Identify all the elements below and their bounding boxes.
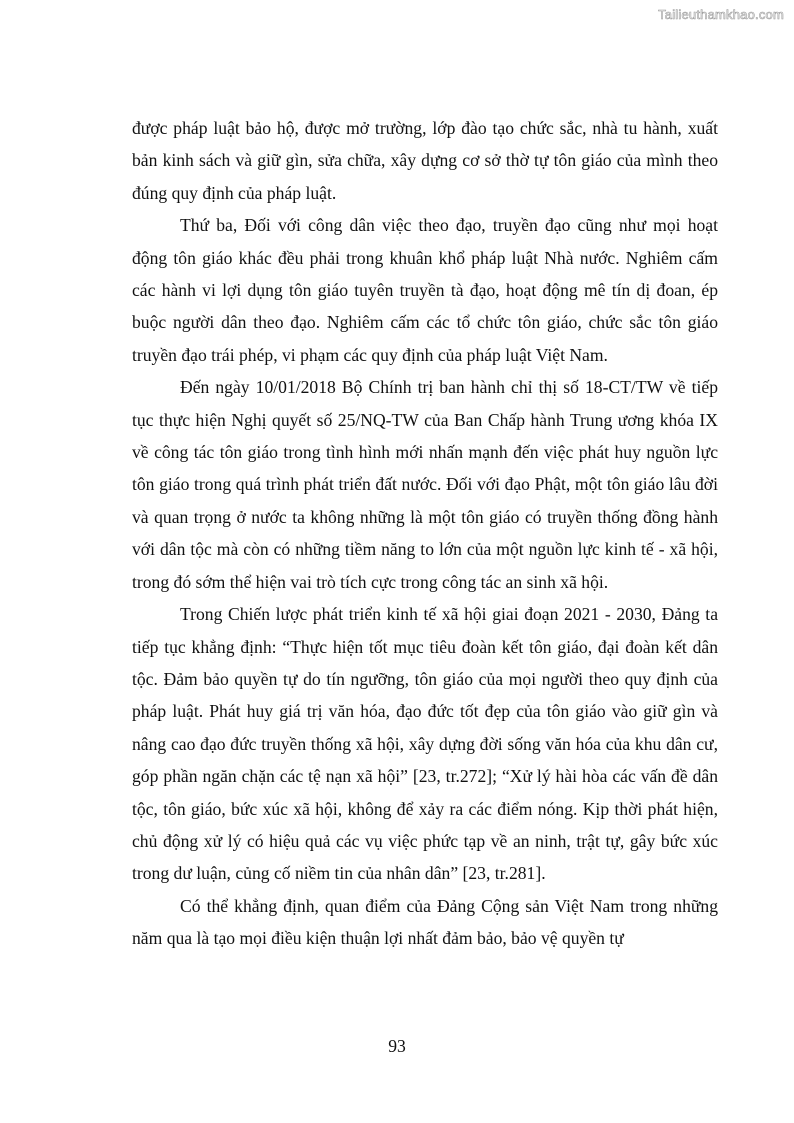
paragraph: Có thể khẳng định, quan điểm của Đảng Cộng sản Việt Nam trong những năm qua là tạo mọi điều kiện thuận lợi nhất đảm bảo, bảo vệ quyền tự	[132, 895, 718, 949]
paragraph: Trong Chiến lược phát triển kinh tế xã hội giai đoạn 2021 - 2030, Đảng ta tiếp tục khẳng định: “Thực hiện tốt mục tiêu đoàn kết tôn giáo, đại đoàn kết dân tộc. Đảm bảo quyền tự do tín ngưỡng, tôn giáo của mọi người theo quy định của pháp luật. Phát huy giá trị văn hóa, đạo đức tốt đẹp của tôn giáo vào giữ gìn và nâng cao đạo đức truyền thống xã hội, xây dựng đời sống văn hóa của khu dân cư, góp phần ngăn chặn các tệ nạn xã hội” [23, tr.272]; “Xử lý hài hòa các vấn đề dân tộc, tôn giáo, bức xúc xã hội, không để xảy ra các điểm nóng. Kịp thời phát hiện, chủ động xử lý có hiệu quả các vụ việc phức tạp về an ninh, trật tự, gây bức xúc trong dư luận, củng cố niềm tin của nhân dân” [23, tr.281].	[132, 604, 718, 884]
paragraph: Đến ngày 10/01/2018 Bộ Chính trị ban hành chỉ thị số 18-CT/TW về tiếp tục thực hiện Nghị quyết số 25/NQ-TW của Ban Chấp hành Trung ương khóa IX về công tác tôn giáo trong tình hình mới nhấn mạnh đến việc phát huy nguồn lực tôn giáo trong quá trình phát triển đất nước. Đối với đạo Phật, một tôn giáo lâu đời và quan trọng ở nước ta không những là một tôn giáo có truyền thống đồng hành với dân tộc mà còn có những tiềm năng to lớn của một nguồn lực kinh tế - xã hội, trong đó sớm thể hiện vai trò tích cực trong công tác an sinh xã hội.	[132, 377, 718, 592]
paragraph-continuation: được pháp luật bảo hộ, được mở trường, lớp đào tạo chức sắc, nhà tu hành, xuất bản kinh sách và giữ gìn, sửa chữa, xây dựng cơ sở thờ tự tôn giáo của mình theo đúng quy định của pháp luật.	[132, 118, 718, 203]
page-number: 93	[388, 1036, 406, 1056]
document-body	[132, 112, 718, 955]
watermark: Tailieuthamkhao.com	[658, 7, 784, 22]
paragraph: Thứ ba, Đối với công dân việc theo đạo, truyền đạo cũng như mọi hoạt động tôn giáo khác đều phải trong khuân khổ pháp luật Nhà nước. Nghiêm cấm các hành vi lợi dụng tôn giáo tuyên truyền tà đạo, hoạt động mê tín dị đoan, ép buộc người dân theo đạo. Nghiêm cấm các tổ chức tôn giáo, chức sắc tôn giáo truyền đạo trái phép, vi phạm các quy định của pháp luật Việt Nam.	[132, 215, 718, 365]
